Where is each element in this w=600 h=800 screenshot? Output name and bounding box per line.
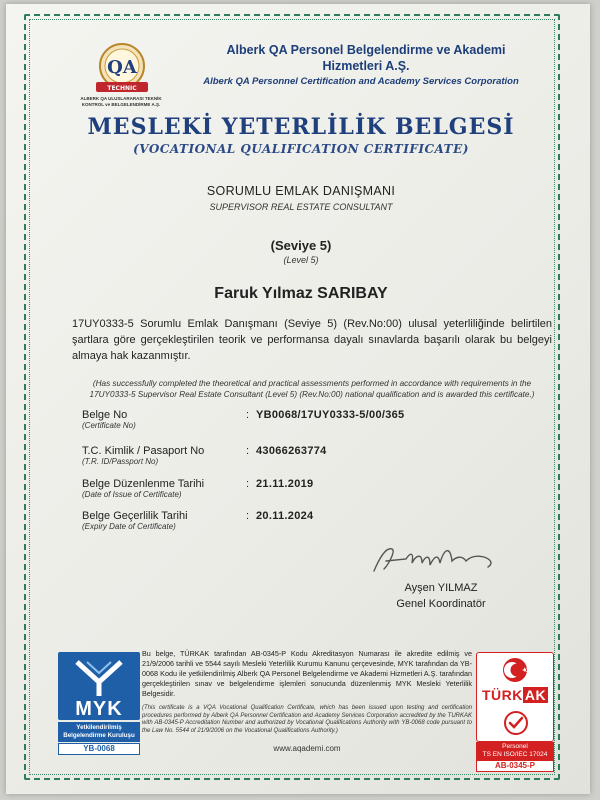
field-label: Belge No <box>82 409 128 421</box>
myk-logo <box>58 652 140 720</box>
field-label-en: (Date of Issue of Certificate) <box>82 490 182 499</box>
certificate-title: MESLEKİ YETERLİLİK BELGESİ <box>87 114 515 140</box>
field-value-certificate-no: YB0068/17UY0333-5/00/365 <box>256 409 405 421</box>
qualification-name-en: SUPERVISOR REAL ESTATE CONSULTANT <box>209 202 393 212</box>
org-name-en: Alberk QA Personnel Certification and Academy Services Corporation <box>203 76 519 87</box>
field-expiry-date <box>82 510 188 531</box>
qualification-name: SORUMLU EMLAK DANIŞMANI <box>206 184 396 198</box>
field-colon: : <box>246 409 250 421</box>
turkak-code: AB-0345-P <box>476 760 554 772</box>
qualification-level-en: (Level 5) <box>283 255 319 265</box>
signature <box>366 539 506 579</box>
accreditation-text-tr: Bu belge, TÜRKAK tarafından AB-0345-P Kodu Akreditasyon Numarası ile akredite edilmiş ve 21/9/2006 tarihli ve 5544 sayılı Mesleki Yeterlilik Kurumu Kanunu çerçevesinde, MYK tarafından da YB-0068 Kodu ile yetkilendirilmiş Alberk QA Personel Belgelendirme ve Akademi Hizmetleri A.Ş. tarafından gerçekleştirilen sınav ve belgelendirme işlemleri sonucunda düzenlenmiş MYK Mesleki Yeterlilik Belgesidir. <box>142 649 472 698</box>
field-colon: : <box>246 510 250 522</box>
turkak-logo <box>476 652 554 742</box>
accreditation-text-en: (This certificate is a VQA Vocational Qualification Certificate, which has been issued upon testing and certification procedures performed by Alberk QA Personnel Certification and Academy Services Corporation accredited by the TURKAK with AB-0345-P Accreditation Number and authorized by Vocational Qualifications Authority with YB-0068 code pursuant to the Law No. 5544 of 21/9/2006 on the Vocational Qualifications Authority.) <box>142 705 472 734</box>
field-value-issue-date: 21.11.2019 <box>256 478 314 490</box>
field-label-en: (T.R. ID/Passport No) <box>82 457 159 466</box>
field-colon: : <box>246 478 250 490</box>
field-value-id-no: 43066263774 <box>256 445 327 457</box>
turkak-wordmark <box>479 687 551 703</box>
holder-name: Faruk Yılmaz SARIBAY <box>214 285 388 302</box>
signatory-name: Ayşen YILMAZ <box>404 582 478 594</box>
myk-y-icon <box>69 658 129 698</box>
certificate-subtitle: (VOCATIONAL QUALIFICATION CERTIFICATE) <box>133 142 469 156</box>
logo-caption: ALBERK QA ULUSLARARASI TEKNİK KONTROL ve BELGELENDİRME A.Ş. <box>80 96 162 107</box>
field-issue-date <box>82 478 204 499</box>
field-id-no <box>82 445 204 466</box>
myk-text: MYK <box>75 698 123 720</box>
field-colon: : <box>246 445 250 457</box>
logo-ribbon-text: TECHNIC <box>107 85 137 92</box>
turkak-line1: Personel <box>502 743 528 750</box>
logo-mark-text: QA <box>107 57 137 78</box>
field-value-expiry-date: 20.11.2024 <box>256 510 314 522</box>
myk-caption: Yetkilendirilmiş Belgelendirme Kuruluşu <box>58 722 140 742</box>
turkak-badge <box>476 652 554 770</box>
qualification-level: (Seviye 5) <box>270 238 332 253</box>
field-label: Belge Geçerlilik Tarihi <box>82 510 188 522</box>
turkak-band <box>476 742 554 760</box>
org-name-tr: Alberk QA Personel Belgelendirme ve Akademi Hizmetleri A.Ş. <box>226 43 506 73</box>
field-label: Belge Düzenlenme Tarihi <box>82 478 205 490</box>
turkak-line2: TS EN ISO/IEC 17024 <box>482 751 548 758</box>
signatory-role: Genel Koordinatör <box>396 598 486 610</box>
field-certificate-no <box>82 409 136 430</box>
alberk-qa-logo <box>86 40 158 100</box>
field-label-en: (Expiry Date of Certificate) <box>82 522 176 531</box>
turkak-crescent-icon <box>477 655 555 689</box>
turkak-word-accent: AK <box>524 687 547 703</box>
myk-badge <box>58 652 140 762</box>
field-label: T.C. Kimlik / Pasaport No <box>82 445 205 457</box>
checkmark-icon <box>477 709 555 739</box>
myk-code: YB-0068 <box>58 743 140 755</box>
website-link[interactable]: www.aqademi.com <box>273 744 341 753</box>
certificate-page <box>6 4 590 794</box>
field-label-en: (Certificate No) <box>82 421 136 430</box>
statement-en: (Has successfully completed the theoretical and practical assessments performed in accordance with requirements in the 17UY0333-5 Supervisor Real Estate Consultant (Level 5) (Rev.No:00) national qualification and is awarded this certificate.) <box>89 379 535 399</box>
turkak-word-main: TÜRK <box>481 687 523 703</box>
statement-tr: 17UY0333-5 Sorumlu Emlak Danışmanı (Seviye 5) (Rev.No:00) ulusal yeterliliğinde belirtilen şartlara göre gerçekleştirilen teorik ve performansa dayalı sınavlarda başarılı olarak bu belgeyi almaya hak kazanmıştır. <box>72 318 552 362</box>
